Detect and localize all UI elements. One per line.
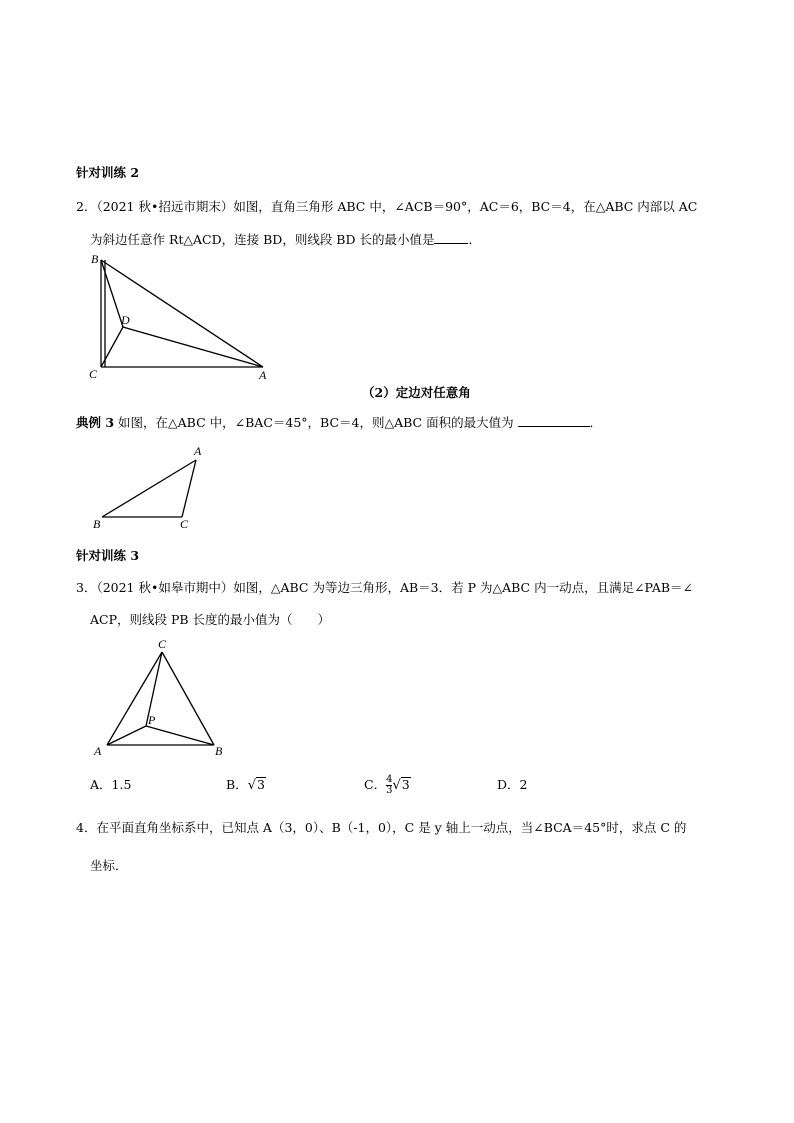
q2-text-line2-body: 为斜边任意作 Rt△ACD，连接 BD，则线段 BD 长的最小值是 bbox=[90, 232, 435, 247]
q4-text-line1: 4．在平面直角坐标系中，已知点 A（3，0）、B（-1，0），C 是 y 轴上一动点，当∠BCA＝45°时，求点 C 的 bbox=[76, 820, 687, 835]
q2-label-b: B bbox=[91, 252, 99, 266]
q3-segment-pb bbox=[146, 726, 214, 745]
q3-option-b-prefix: B． bbox=[226, 777, 248, 792]
q3-option-c-prefix: C． bbox=[364, 777, 387, 792]
q3-option-b-radicand: 3 bbox=[256, 777, 265, 792]
q2-figure bbox=[85, 250, 280, 385]
q2-label-d: D bbox=[121, 313, 130, 327]
q3-option-c-denominator: 3 bbox=[386, 785, 393, 796]
q2-label-c: C bbox=[89, 367, 98, 381]
sqrt-icon: √ bbox=[247, 778, 256, 793]
q3-label-a: A bbox=[94, 744, 102, 758]
example3-body: 如图，在△ABC 中，∠BAC＝45°，BC＝4，则△ABC 面积的最大值为 bbox=[114, 415, 518, 430]
example3-segment-ca bbox=[182, 460, 196, 517]
q2-label-a: A bbox=[259, 368, 267, 382]
q3-segment-cb bbox=[162, 652, 214, 745]
q2-segment-bd bbox=[101, 260, 123, 327]
q3-label-p: P bbox=[148, 713, 156, 727]
q2-text-line1: 2．（2021 秋•招远市期末）如图，直角三角形 ABC 中，∠ACB＝90°，AC＝6，BC＝4，在△ABC 内部以 AC bbox=[76, 199, 698, 214]
example3-answer-blank[interactable] bbox=[518, 414, 590, 427]
subsection-title: （2）定边对任意角 bbox=[362, 385, 471, 400]
q3-label-c: C bbox=[158, 637, 167, 651]
q3-label-b: B bbox=[215, 744, 223, 758]
sqrt-icon: √ bbox=[392, 778, 401, 793]
q2-text-line2 bbox=[90, 231, 481, 248]
q3-option-c-numerator: 4 bbox=[386, 774, 393, 785]
example3-figure bbox=[90, 443, 215, 533]
example3-end-mark: ． bbox=[589, 415, 603, 430]
example3-label-c: C bbox=[180, 517, 189, 531]
example3-label-a: A bbox=[194, 444, 202, 458]
q4-text-line2: 坐标． bbox=[90, 858, 128, 873]
q2-segment-cd bbox=[101, 327, 123, 367]
section-heading-training-3: 针对训练 3 bbox=[76, 548, 140, 563]
q3-option-c[interactable] bbox=[364, 770, 411, 801]
q3-option-d[interactable]: D．2 bbox=[497, 777, 528, 792]
q2-end-mark: ． bbox=[468, 232, 481, 247]
q2-segment-da bbox=[123, 327, 263, 367]
q3-option-c-radicand: 3 bbox=[401, 777, 410, 792]
section-heading-training-2: 针对训练 2 bbox=[76, 165, 140, 180]
q3-option-b[interactable] bbox=[226, 777, 266, 794]
q3-text-line2: ACP，则线段 PB 长度的最小值为（ ） bbox=[90, 612, 331, 627]
example3-text bbox=[76, 414, 602, 431]
q3-option-a[interactable]: A．1.5 bbox=[90, 777, 132, 792]
example3-segment-ba bbox=[102, 460, 196, 517]
q3-text-line1: 3．（2021 秋•如皋市期中）如图，△ABC 为等边三角形，AB＝3．若 P 为△ABC 内一动点，且满足∠PAB＝∠ bbox=[76, 580, 693, 595]
example3-label-b: B bbox=[93, 517, 101, 531]
example3-tag: 典例 3 bbox=[76, 415, 115, 430]
q2-answer-blank[interactable] bbox=[434, 231, 468, 244]
q3-figure bbox=[90, 638, 230, 758]
